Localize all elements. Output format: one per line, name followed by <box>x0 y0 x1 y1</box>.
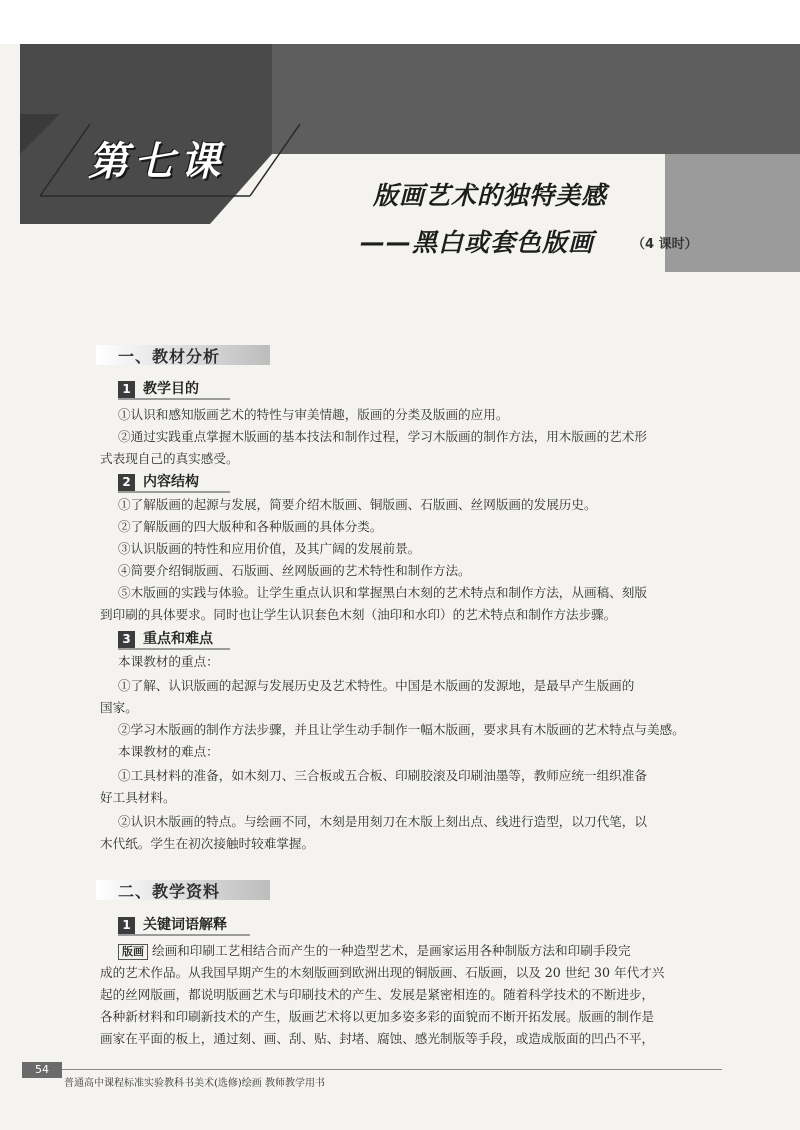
subsection-heading-structure <box>118 471 199 491</box>
paragraph: ⑤木版画的实践与体验。让学生重点认识和掌握黑白木刻的艺术特点和制作方法，从画稿、刻版 <box>118 585 647 600</box>
paragraph: ②学习木版画的制作方法步骤，并且让学生动手制作一幅木版画，要求具有木版画的艺术特点与美感。 <box>118 722 685 737</box>
paragraph: ②认识木版画的特点。与绘画不同，木刻是用刻刀在木版上刻出点、线进行造型，以刀代笔，以 <box>118 814 647 829</box>
subsection-number: 3 <box>118 631 135 648</box>
subsection-underline <box>118 648 230 650</box>
subsection-number: 2 <box>118 474 135 491</box>
lesson-title: 版画艺术的独特美感 <box>373 181 608 210</box>
subsection-number: 1 <box>118 381 135 398</box>
term-definition: 绘画和印刷工艺相结合而产生的一种造型艺术，是画家运用各种制版方法和印刷手段完 <box>152 943 631 958</box>
term-tag: 版画 <box>118 944 148 960</box>
paragraph: 好工具材料。 <box>100 790 176 805</box>
subsection-heading-goals <box>118 378 199 398</box>
paragraph: ③认识版画的特性和应用价值，及其广阔的发展前景。 <box>118 541 421 556</box>
paragraph: 木代纸。学生在初次接触时较难掌握。 <box>100 836 315 851</box>
header-gray-strip <box>665 154 800 272</box>
subsection-title: 内容结构 <box>143 474 199 490</box>
paragraph: 国家。 <box>100 700 138 715</box>
paragraph: ①了解、认识版画的起源与发展历史及艺术特性。中国是木版画的发源地，是最早产生版画的 <box>118 678 635 693</box>
paragraph: 本课教材的难点： <box>118 744 219 759</box>
paragraph: ②了解版画的四大版种和各种版画的具体分类。 <box>118 519 383 534</box>
subsection-title: 关键词语解释 <box>143 917 227 933</box>
paragraph: 成的艺术作品。从我国早期产生的木刻版画到欧洲出现的铜版画、石版画，以及 20 世纪 30 年代才兴 <box>100 965 665 980</box>
footer-book-title: 普通高中课程标准实验教科书美术(选修)绘画 教师教学用书 <box>64 1078 325 1089</box>
paragraph: ①了解版画的起源与发展，简要介绍木版画、铜版画、石版画、丝网版画的发展历史。 <box>118 497 597 512</box>
section-heading-materials: 二、教学资料 <box>118 882 221 901</box>
paragraph: 各种新材料和印刷新技术的产生，版画艺术将以更加多姿多彩的面貌而不断开拓发展。版画的制作是 <box>100 1009 655 1024</box>
subsection-number: 1 <box>118 917 135 934</box>
term-paragraph <box>118 941 631 961</box>
paragraph: 本课教材的重点： <box>118 654 219 669</box>
lesson-subtitle: ——黑白或套色版画 <box>360 228 595 257</box>
paragraph: 到印刷的具体要求。同时也让学生认识套色木刻（油印和水印）的艺术特点和制作方法步骤。 <box>100 607 617 622</box>
header-dark-block <box>272 44 800 154</box>
paragraph: ②通过实践重点掌握木版画的基本技法和制作过程，学习木版画的制作方法，用木版画的艺术形 <box>118 429 647 444</box>
subsection-underline <box>118 491 230 493</box>
paragraph: ④简要介绍铜版画、石版画、丝网版画的艺术特性和制作方法。 <box>118 563 471 578</box>
subsection-underline <box>118 398 230 400</box>
lesson-hours: （4 课时） <box>632 237 698 252</box>
paragraph: ①认识和感知版画艺术的特性与审美情趣，版画的分类及版画的应用。 <box>118 407 509 422</box>
paragraph: 起的丝网版画，都说明版画艺术与印刷技术的产生、发展是紧密相连的。随着科学技术的不断进步， <box>100 987 655 1002</box>
subsection-underline <box>118 934 250 936</box>
paragraph: 画家在平面的板上，通过刻、画、刮、贴、封堵、腐蚀、感光制版等手段，或造成版面的凹凸不平， <box>100 1031 655 1046</box>
page-number: 54 <box>22 1062 62 1078</box>
subsection-title: 重点和难点 <box>143 631 213 647</box>
top-margin <box>0 0 800 44</box>
subsection-heading-key <box>118 628 213 648</box>
section-heading-analysis: 一、教材分析 <box>118 347 221 366</box>
paragraph: ①工具材料的准备，如木刻刀、三合板或五合板、印刷胶滚及印刷油墨等，教师应统一组织准备 <box>118 768 647 783</box>
footer-rule <box>62 1069 722 1070</box>
paragraph: 式表现自己的真实感受。 <box>100 451 239 466</box>
subsection-heading-terms <box>118 914 227 934</box>
subsection-title: 教学目的 <box>143 381 199 397</box>
lesson-number: 第七课 <box>88 139 226 185</box>
